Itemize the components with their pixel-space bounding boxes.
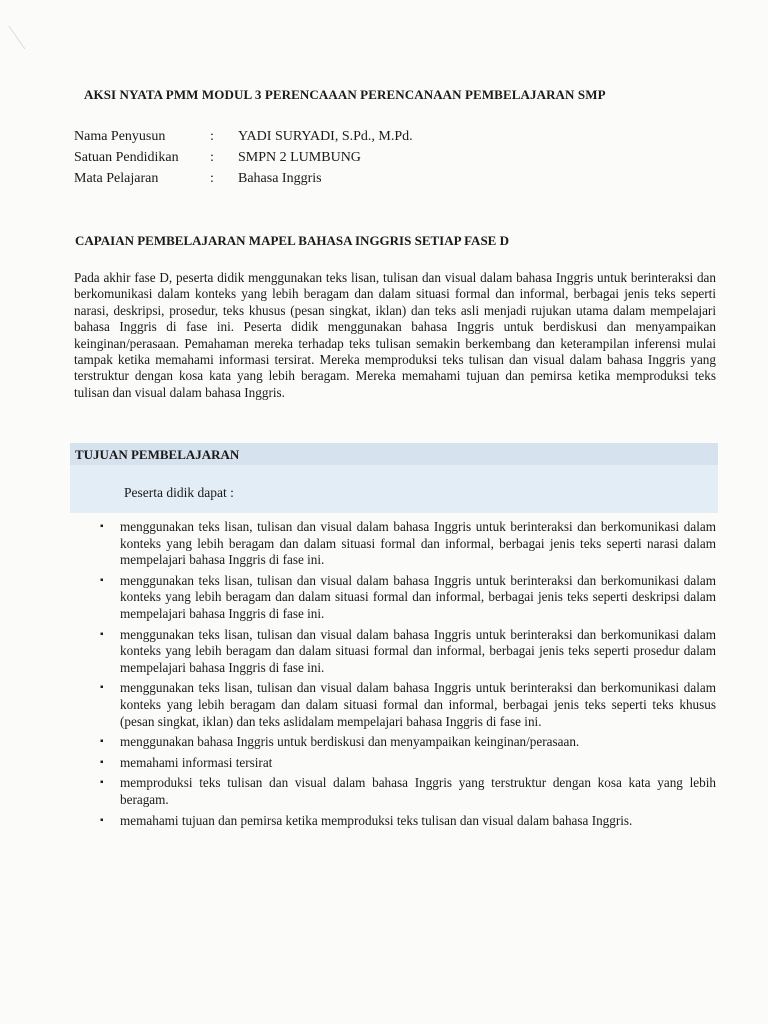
list-item-text: menggunakan teks lisan, tulisan dan visual dalam bahasa Inggris untuk berinteraksi dan berkomunikasi dalam konteks yang lebih beragam dan dalam situasi formal dan informal, berbagai jenis teks seperti deskripsi dalam mempelajari bahasa Inggris di fase ini.	[120, 572, 716, 621]
list-item	[100, 812, 716, 830]
info-label: Satuan Pendidikan	[74, 150, 179, 165]
bullet-icon: ▪	[100, 682, 104, 694]
info-colon: :	[210, 150, 214, 165]
bullet-icon: ▪	[100, 574, 104, 586]
capaian-paragraph: Pada akhir fase D, peserta didik menggunakan teks lisan, tulisan dan visual dalam bahasa Inggris untuk berinteraksi dan berkomunikasi dalam konteks yang lebih beragam dan dalam situasi formal dan informal, berbagai jenis teks seperti narasi, deskripsi, prosedur, teks khusus (pesan singkat, iklan) dan teks asli menjadi rujukan utama dalam mempelajari bahasa Inggris di fase ini. Peserta didik menggunakan bahasa Inggris untuk berdiskusi dan menyampaikan keinginan/perasaan. Pemahaman mereka terhadap teks tulisan semakin berkembang dan keterampilan inferensi mulai tampak ketika memahami informasi tersirat. Mereka memproduksi teks tulisan dan visual dalam bahasa Inggris yang terstruktur dengan kosa kata yang lebih beragam. Mereka memahami tujuan dan pemirsa ketika memproduksi teks tulisan dan visual dalam bahasa Inggris.	[74, 270, 716, 400]
info-colon: :	[210, 129, 214, 144]
list-item-text: memproduksi teks tulisan dan visual dalam bahasa Inggris yang terstruktur dengan kosa kata yang lebih beragam.	[120, 775, 716, 807]
list-item-text: menggunakan teks lisan, tulisan dan visual dalam bahasa Inggris untuk berinteraksi dan berkomunikasi dalam konteks yang lebih beragam dan dalam situasi formal dan informal, berbagai jenis teks seperti teks khusus (pesan singkat, iklan) dan teks aslidalam mempelajari bahasa Inggris di fase ini.	[120, 680, 716, 729]
author-info	[74, 126, 413, 189]
list-item	[100, 572, 716, 623]
list-item	[100, 680, 716, 730]
info-row-mata-pelajaran	[74, 168, 413, 189]
info-label: Nama Penyusun	[74, 129, 166, 144]
tujuan-intro: Peserta didik dapat :	[124, 485, 234, 500]
bullet-icon: ▪	[100, 628, 104, 640]
info-value: Bahasa Inggris	[238, 171, 322, 186]
list-item-text: memahami informasi tersirat	[120, 754, 273, 770]
bullet-icon: ▪	[100, 521, 104, 532]
list-item	[100, 754, 716, 772]
info-row-nama-penyusun	[74, 126, 413, 147]
capaian-heading: CAPAIAN PEMBELAJARAN MAPEL BAHASA INGGRIS SETIAP FASE D	[75, 233, 509, 248]
list-item-text: menggunakan teks lisan, tulisan dan visual dalam bahasa Inggris untuk berinteraksi dan berkomunikasi dalam konteks yang lebih beragam dan dalam situasi formal dan informal, berbagai jenis teks seperti narasi dalam mempelajari bahasa Inggris di fase ini.	[120, 519, 716, 568]
info-value: SMPN 2 LUMBUNG	[238, 150, 361, 165]
info-label: Mata Pelajaran	[74, 171, 159, 186]
list-item-text: menggunakan teks lisan, tulisan dan visual dalam bahasa Inggris untuk berinteraksi dan berkomunikasi dalam konteks yang lebih beragam dan dalam situasi formal dan informal, berbagai jenis teks seperti prosedur dalam mempelajari bahasa Inggris di fase ini.	[120, 626, 716, 675]
bullet-icon: ▪	[100, 814, 104, 826]
list-item-text: menggunakan bahasa Inggris untuk berdiskusi dan menyampaikan keinginan/perasaan.	[120, 734, 580, 750]
tujuan-list	[0, 519, 768, 833]
document-title: AKSI NYATA PMM MODUL 3 PERENCAAAN PERENCANAAN PEMBELAJARAN SMP	[84, 87, 606, 102]
info-row-satuan-pendidikan	[74, 147, 413, 168]
list-item	[100, 626, 716, 677]
list-item	[100, 519, 716, 569]
list-item-text: memahami tujuan dan pemirsa ketika memproduksi teks tulisan dan visual dalam bahasa Inggris.	[120, 812, 633, 828]
list-item	[100, 734, 716, 751]
bullet-icon: ▪	[100, 736, 104, 748]
info-value: YADI SURYADI, S.Pd., M.Pd.	[238, 129, 413, 144]
list-item	[100, 775, 716, 808]
bullet-icon: ▪	[100, 777, 104, 789]
info-colon: :	[210, 171, 214, 186]
bullet-icon: ▪	[100, 756, 104, 768]
tujuan-heading: TUJUAN PEMBELAJARAN	[75, 447, 240, 462]
scan-artifact	[8, 11, 46, 49]
